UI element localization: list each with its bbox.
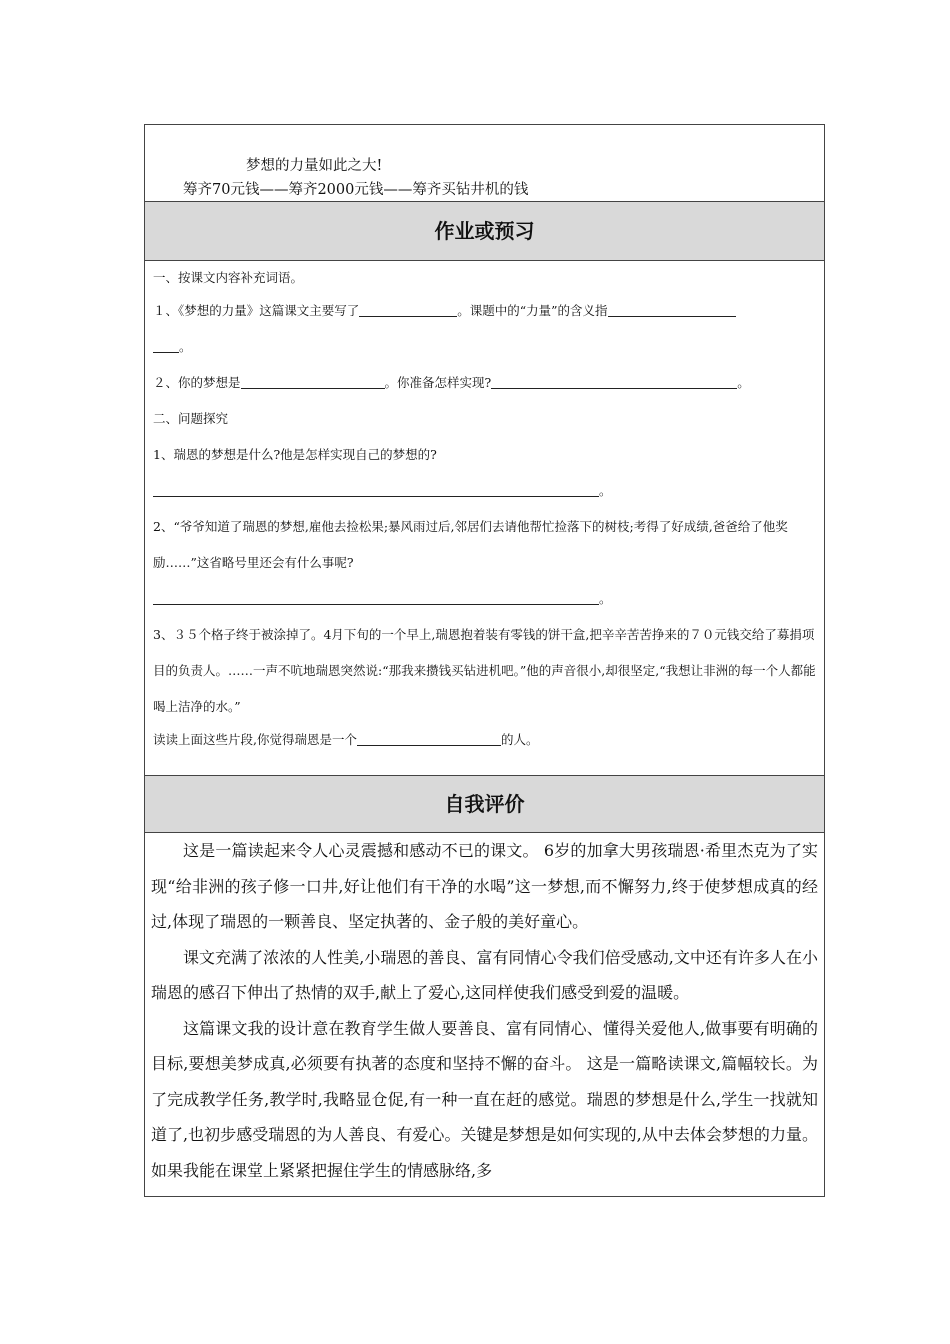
probe-question-3-text-b: 的人。 [500, 732, 539, 747]
probe-answer-1 [153, 473, 816, 509]
part2-heading: 二、问题探究 [153, 411, 229, 426]
probe-answer-2 [153, 581, 816, 617]
question-2 [153, 365, 816, 401]
probe-question-3-text-a: 读读上面这些片段,你觉得瑞恩是一个 [153, 732, 357, 747]
question-2-end: 。 [737, 375, 750, 390]
answer-blank[interactable] [359, 304, 457, 318]
answer-blank[interactable] [153, 340, 179, 354]
question-1-end: 。 [179, 339, 192, 354]
probe-answer-1-end: 。 [599, 483, 612, 498]
question-2-text-a: ２、你的梦想是 [153, 375, 241, 390]
question-1-text-b: 。课题中的“力量”的含义指 [457, 303, 608, 318]
evaluation-paragraph-3: 这篇课文我的设计意在教育学生做人要善良、富有同情心、懂得关爱他人,做事要有明确的目标,要想美梦成真,必须要有执著的态度和坚持不懈的奋斗。 这是一篇略读课文,篇幅较长。为了完成教学任务,教学时,我略显仓促,有一种一直在赶的感觉。瑞恩的梦想是什么,学生一找就知道了,也初步感受瑞恩的为人善良、有爱心。关键是梦想是如何实现的,从中去体会梦想的力量。如果我能在课堂上紧紧把握住学生的情感脉络,多 [151, 1018, 818, 1180]
answer-blank[interactable] [608, 304, 736, 318]
probe-question-1: 1、瑞恩的梦想是什么?他是怎样实现自己的梦想的? [153, 447, 437, 462]
question-1-text-a: １、《梦想的力量》这篇课文主要写了 [153, 303, 360, 318]
summary-line-1: 梦想的力量如此之大! [246, 158, 383, 174]
evaluation-paragraph-1: 这是一篇读起来令人心灵震撼和感动不已的课文。 6岁的加拿大男孩瑞恩·希里杰克为了实现“给非洲的孩子修一口井,好让他们有干净的水喝”这一梦想,而不懈努力,终于使梦想成真的经过,体现了瑞恩的一颗善良、坚定执著的、金子般的美好童心。 [151, 841, 818, 931]
probe-question-2: 2、“爷爷知道了瑞恩的梦想,雇他去捡松果;暴风雨过后,邻居们去请他帮忙捡落下的树枝;考得了好成绩,爸爸给了他奖励……”这省略号里还会有什么事呢? [153, 519, 788, 570]
summary-cell [145, 125, 824, 201]
homework-cell [145, 261, 824, 775]
evaluation-paragraph-2: 课文充满了浓浓的人性美,小瑞恩的善良、富有同情心令我们倍受感动,文中还有许多人在小瑞恩的感召下伸出了热情的双手,献上了爱心,这同样使我们感受到爱的温暖。 [151, 947, 818, 1002]
question-1 [153, 293, 816, 329]
evaluation-cell [145, 833, 824, 1188]
answer-blank[interactable] [241, 376, 385, 390]
answer-line[interactable] [153, 484, 599, 498]
answer-line[interactable] [153, 592, 599, 606]
question-1-continued [153, 329, 816, 365]
part1-heading: 一、按课文内容补充词语。 [153, 270, 304, 285]
lesson-table [144, 124, 825, 1197]
summary-line-2: 筹齐70元钱——筹齐2000元钱——筹齐买钻井机的钱 [183, 182, 529, 198]
probe-question-3 [153, 725, 816, 755]
evaluation-heading: 自我评价 [145, 775, 824, 833]
question-2-text-b: 。你准备怎样实现? [384, 375, 492, 390]
homework-heading: 作业或预习 [145, 201, 824, 261]
answer-blank[interactable] [491, 376, 737, 390]
probe-answer-2-end: 。 [599, 591, 612, 606]
answer-blank[interactable] [357, 733, 501, 747]
probe-passage-3: 3、３５个格子终于被涂掉了。4月下旬的一个早上,瑞恩抱着装有零钱的饼干盒,把辛辛苦苦挣来的７０元钱交给了募捐项目的负责人。……一声不吭地瑞恩突然说:“那我来攒钱买钻进机吧。”他的声音很小,却很坚定,“我想让非洲的每一个人都能喝上洁净的水。” [153, 627, 816, 714]
